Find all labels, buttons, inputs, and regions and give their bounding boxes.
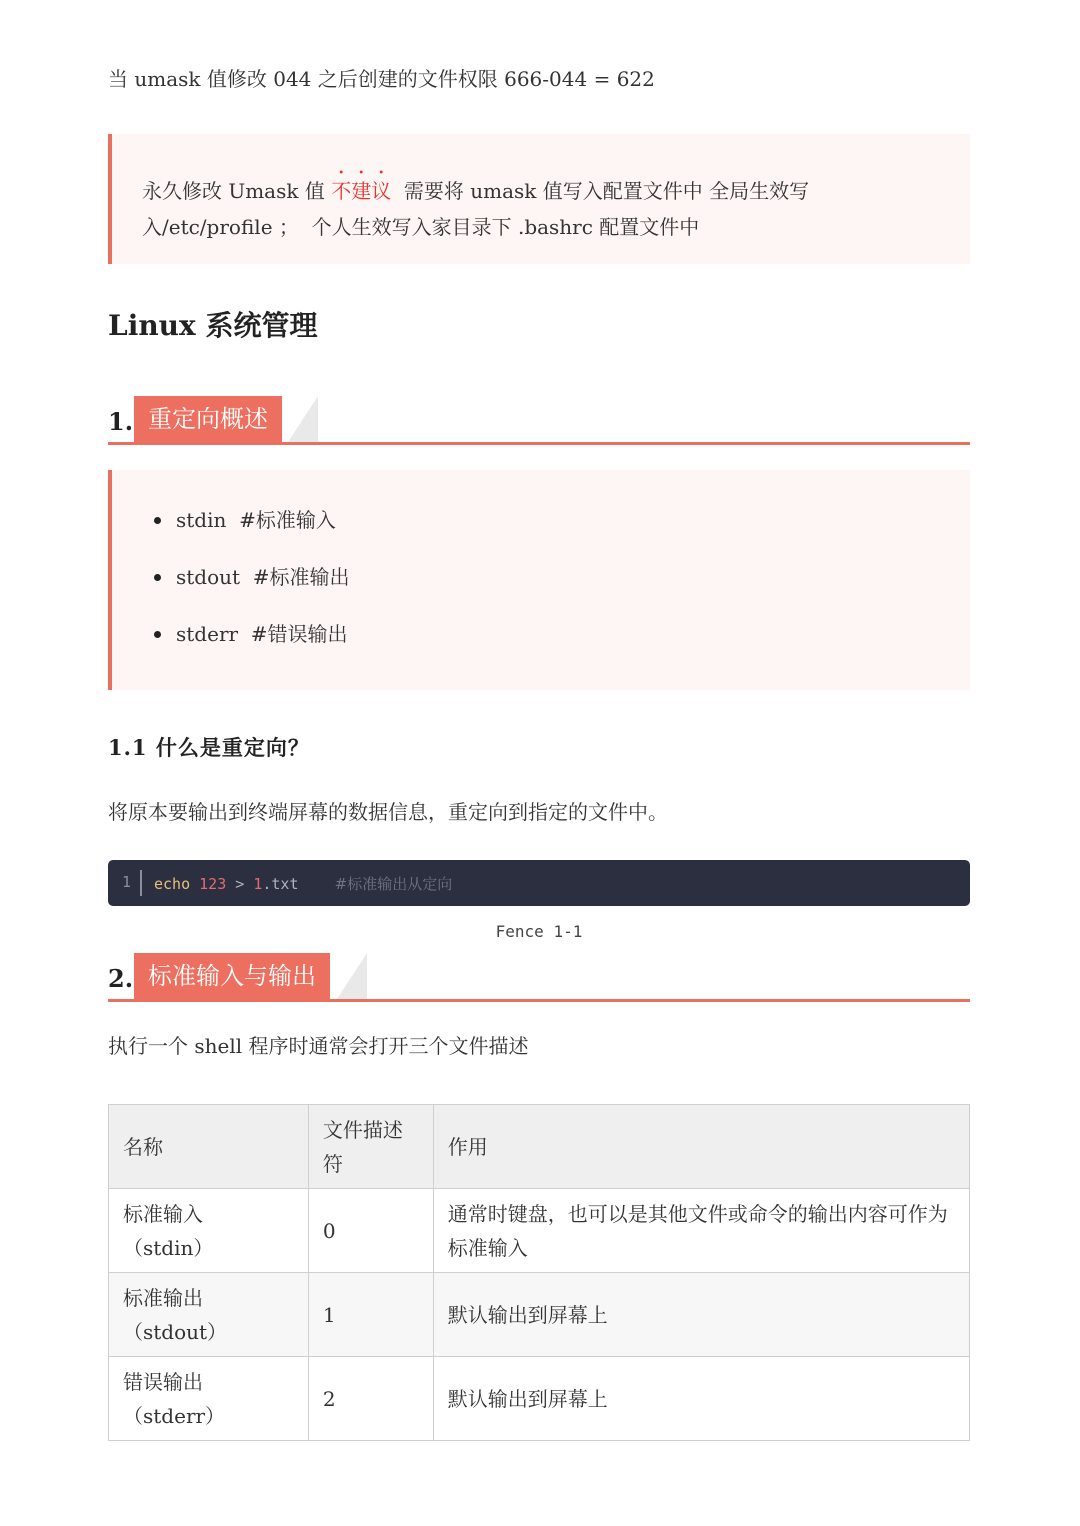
cell-desc: 通常时键盘，也可以是其他文件或命令的输出内容可作为标准输入 <box>433 1189 969 1273</box>
code-operator: > <box>235 875 245 893</box>
code-comment: #标准输出从定向 <box>334 875 453 893</box>
stream-name: 标准输出 <box>123 1285 203 1310</box>
list-item: stdin #标准输入 <box>154 502 970 538</box>
stream-name: 错误输出 <box>123 1369 203 1394</box>
section2-paragraph: 执行一个 shell 程序时通常会打开三个文件描述 <box>108 1034 529 1058</box>
cell-name <box>109 1273 309 1357</box>
section-number: 1. <box>108 407 134 436</box>
stream-alias: （stdin） <box>123 1235 214 1260</box>
callout-line-2: 入/etc/profile ； 个人生效写入家目录下 .bashrc 配置文件中 <box>142 215 700 239</box>
header-purpose: 作用 <box>433 1105 969 1189</box>
descriptor-table <box>108 1104 970 1441</box>
header-name: 名称 <box>109 1105 309 1189</box>
heading-shadow-decoration <box>288 396 318 442</box>
code-file-ext: .txt <box>262 875 299 893</box>
table-row <box>109 1189 970 1273</box>
code-argument: 123 <box>199 875 227 893</box>
cell-fd: 2 <box>308 1357 433 1441</box>
code-file-number: 1 <box>253 875 263 893</box>
heading-shadow-decoration <box>337 953 367 999</box>
umask-note-callout <box>108 134 970 264</box>
callout-line-1 <box>142 168 970 209</box>
cell-name <box>109 1189 309 1273</box>
code-command: echo <box>154 875 191 893</box>
stream-alias: （stdout） <box>123 1319 228 1344</box>
redirect-description: 将原本要输出到终端屏幕的数据信息，重定向到指定的文件中。 <box>108 800 668 824</box>
cell-name <box>109 1357 309 1441</box>
gutter-divider <box>140 870 142 896</box>
code-caption: Fence 1-1 <box>495 922 583 941</box>
stream-name: 标准输入 <box>123 1201 203 1226</box>
cell-fd: 0 <box>308 1189 433 1273</box>
code-line <box>154 873 452 894</box>
table-row <box>109 1273 970 1357</box>
cell-desc: 默认输出到屏幕上 <box>433 1357 969 1441</box>
section-heading-2 <box>108 951 970 1002</box>
section-heading-1 <box>108 394 970 445</box>
code-block <box>108 860 970 906</box>
streams-list <box>154 502 970 652</box>
cell-fd: 1 <box>308 1273 433 1357</box>
line-number: 1 <box>122 873 132 891</box>
intro-paragraph: 当 umask 值修改 044 之后创建的文件权限 666-044 = 622 <box>108 67 655 91</box>
table-header-row <box>109 1105 970 1189</box>
warning-text: 不建议 <box>331 179 392 203</box>
cell-desc: 默认输出到屏幕上 <box>433 1273 969 1357</box>
section-title: 标准输入与输出 <box>134 953 330 999</box>
table-row <box>109 1357 970 1441</box>
streams-callout <box>108 470 970 690</box>
list-item: stdout #标准输出 <box>154 559 970 595</box>
subsection-heading: 1.1 什么是重定向？ <box>108 735 310 760</box>
chapter-heading: Linux 系统管理 <box>108 309 318 342</box>
stream-alias: （stderr） <box>123 1403 226 1428</box>
section-title: 重定向概述 <box>134 396 282 442</box>
callout-text-before: 永久修改 Umask 值 <box>142 179 332 203</box>
section-number: 2. <box>108 964 134 993</box>
list-item: stderr #错误输出 <box>154 616 970 652</box>
header-fd: 文件描述符 <box>308 1105 433 1189</box>
callout-text-after: 需要将 umask 值写入配置文件中 全局生效写 <box>391 179 810 203</box>
